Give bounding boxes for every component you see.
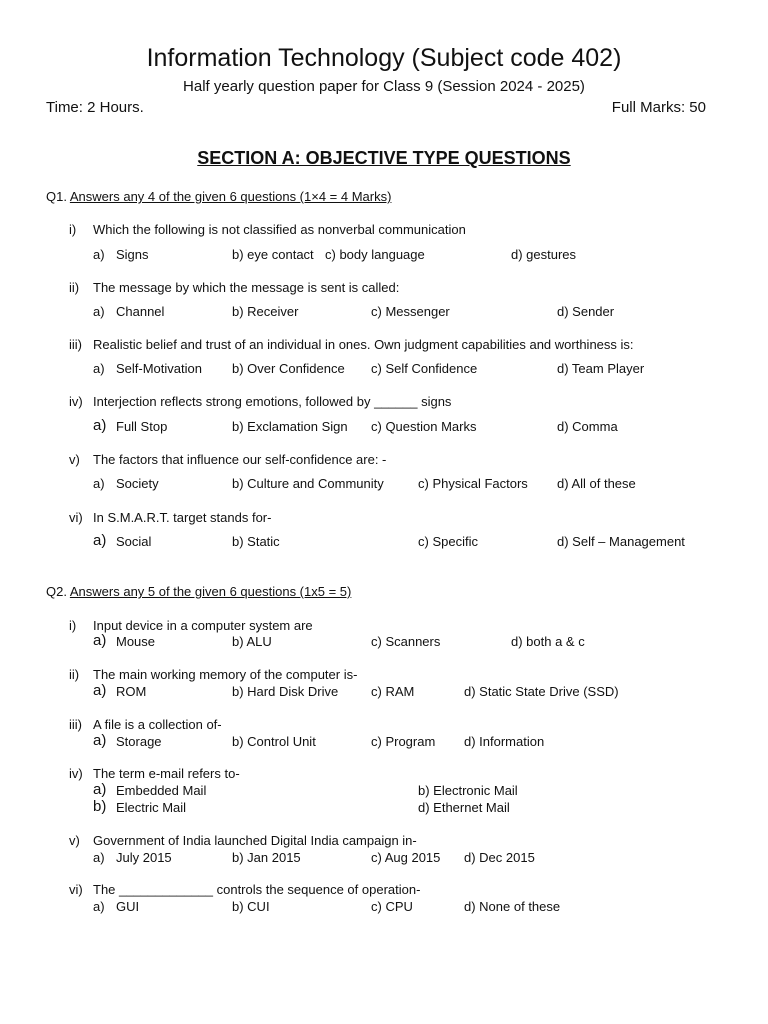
question-number: i) [69,618,77,633]
option-d: d) both a & c [511,634,585,649]
option-a: Mouse [116,634,156,649]
question-number: iii) [69,717,82,732]
question-text: Government of India launched Digital India campaign in- [93,833,417,848]
q2-heading [46,584,351,599]
question-number: ii) [69,280,80,295]
option-a: Storage [116,734,162,749]
option-d: d) None of these [464,899,561,914]
option-c: c) Specific [418,534,478,549]
question-number: vi) [69,510,83,525]
option-b: b) CUI [232,899,270,914]
option-letter: a) [93,417,107,434]
option-d: d) Sender [557,304,615,319]
option-a: Channel [116,304,165,319]
section-a-heading: SECTION A: OBJECTIVE TYPE QUESTIONS [197,148,571,168]
option-letter: a) [93,732,107,749]
question-number: i) [69,222,77,237]
option-b: b) Hard Disk Drive [232,684,339,699]
question-text: The term e-mail refers to- [93,766,240,781]
option-d: d) Dec 2015 [464,850,535,865]
question-number: iv) [69,394,83,409]
option-letter: a) [93,632,107,649]
time-allowed: Time: 2 Hours. [46,99,144,116]
option-a: GUI [116,899,140,914]
option-d: d) Self – Management [557,534,685,549]
option-a: Self-Motivation [116,361,202,376]
question-text: The message by which the message is sent is called: [93,280,400,295]
q1-label: Q1. [46,189,67,204]
option-d: d) Ethernet Mail [418,800,510,815]
option-letter: a) [93,361,105,376]
option-letter: a) [93,850,105,865]
option-letter: a) [93,304,105,319]
option-c: c) body language [325,247,425,262]
option-a: Full Stop [116,419,168,434]
option-c: c) RAM [371,684,415,699]
question-text: The _____________ controls the sequence of operation- [93,882,421,897]
question-number: iii) [69,337,82,352]
paper-title: Information Technology (Subject code 402) [146,44,622,72]
option-a: ROM [116,684,147,699]
option-c: c) Physical Factors [418,476,528,491]
question-number: iv) [69,766,83,781]
question-text: In S.M.A.R.T. target stands for- [93,510,272,525]
option-c: c) Aug 2015 [371,850,441,865]
option-b: b) Jan 2015 [232,850,301,865]
option-d: d) All of these [557,476,636,491]
question-number: vi) [69,882,83,897]
option-letter: a) [93,682,107,699]
question-number: v) [69,833,80,848]
option-c: c) Messenger [371,304,450,319]
option-letter: a) [93,476,105,491]
question-text: Interjection reflects strong emotions, followed by ______ signs [93,394,452,409]
option-c: c) Program [371,734,436,749]
option-b: b) Over Confidence [232,361,345,376]
option-c: c) Self Confidence [371,361,478,376]
option-c: Electric Mail [116,800,187,815]
option-d: d) Static State Drive (SSD) [464,684,619,699]
option-a: Signs [116,247,149,262]
option-c: c) Scanners [371,634,441,649]
option-b: b) Exclamation Sign [232,419,348,434]
option-letter: a) [93,899,105,914]
question-number: v) [69,452,80,467]
q2-instruction: Answers any 5 of the given 6 questions (1x5 = 5) [69,584,352,599]
option-d: d) Team Player [557,361,645,376]
option-a: July 2015 [116,850,172,865]
option-b: b) eye contact [232,247,314,262]
option-a: Social [116,534,152,549]
option-a: Society [116,476,159,491]
question-text: A file is a collection of- [93,717,222,732]
option-d: d) Information [464,734,545,749]
full-marks: Full Marks: 50 [611,99,706,116]
option-d: d) Comma [557,419,618,434]
question-text: The factors that influence our self-confidence are: - [93,452,387,467]
option-letter: a) [93,532,107,549]
option-letter: b) [93,798,107,815]
option-b: b) Static [232,534,280,549]
option-a: Embedded Mail [116,783,207,798]
option-c: c) Question Marks [371,419,477,434]
question-text: Which the following is not classified as nonverbal communication [93,222,466,237]
q1-heading [46,189,391,204]
question-text: Input device in a computer system are [93,618,313,633]
paper-subtitle: Half yearly question paper for Class 9 (Session 2024 - 2025) [183,78,585,95]
option-letter: a) [93,247,105,262]
option-b: b) Control Unit [232,734,316,749]
option-letter: a) [93,781,107,798]
q1-instruction: Answers any 4 of the given 6 questions (1×4 = 4 Marks) [69,189,392,204]
option-b: b) ALU [232,634,272,649]
question-text: The main working memory of the computer is- [93,667,358,682]
option-b: b) Receiver [232,304,299,319]
option-c: c) CPU [371,899,413,914]
option-b: b) Culture and Community [232,476,384,491]
question-text: Realistic belief and trust of an individual in ones. Own judgment capabilities and worthiness is: [93,337,634,352]
question-number: ii) [69,667,80,682]
option-d: d) gestures [511,247,577,262]
q2-label: Q2. [46,584,67,599]
option-b: b) Electronic Mail [418,783,518,798]
